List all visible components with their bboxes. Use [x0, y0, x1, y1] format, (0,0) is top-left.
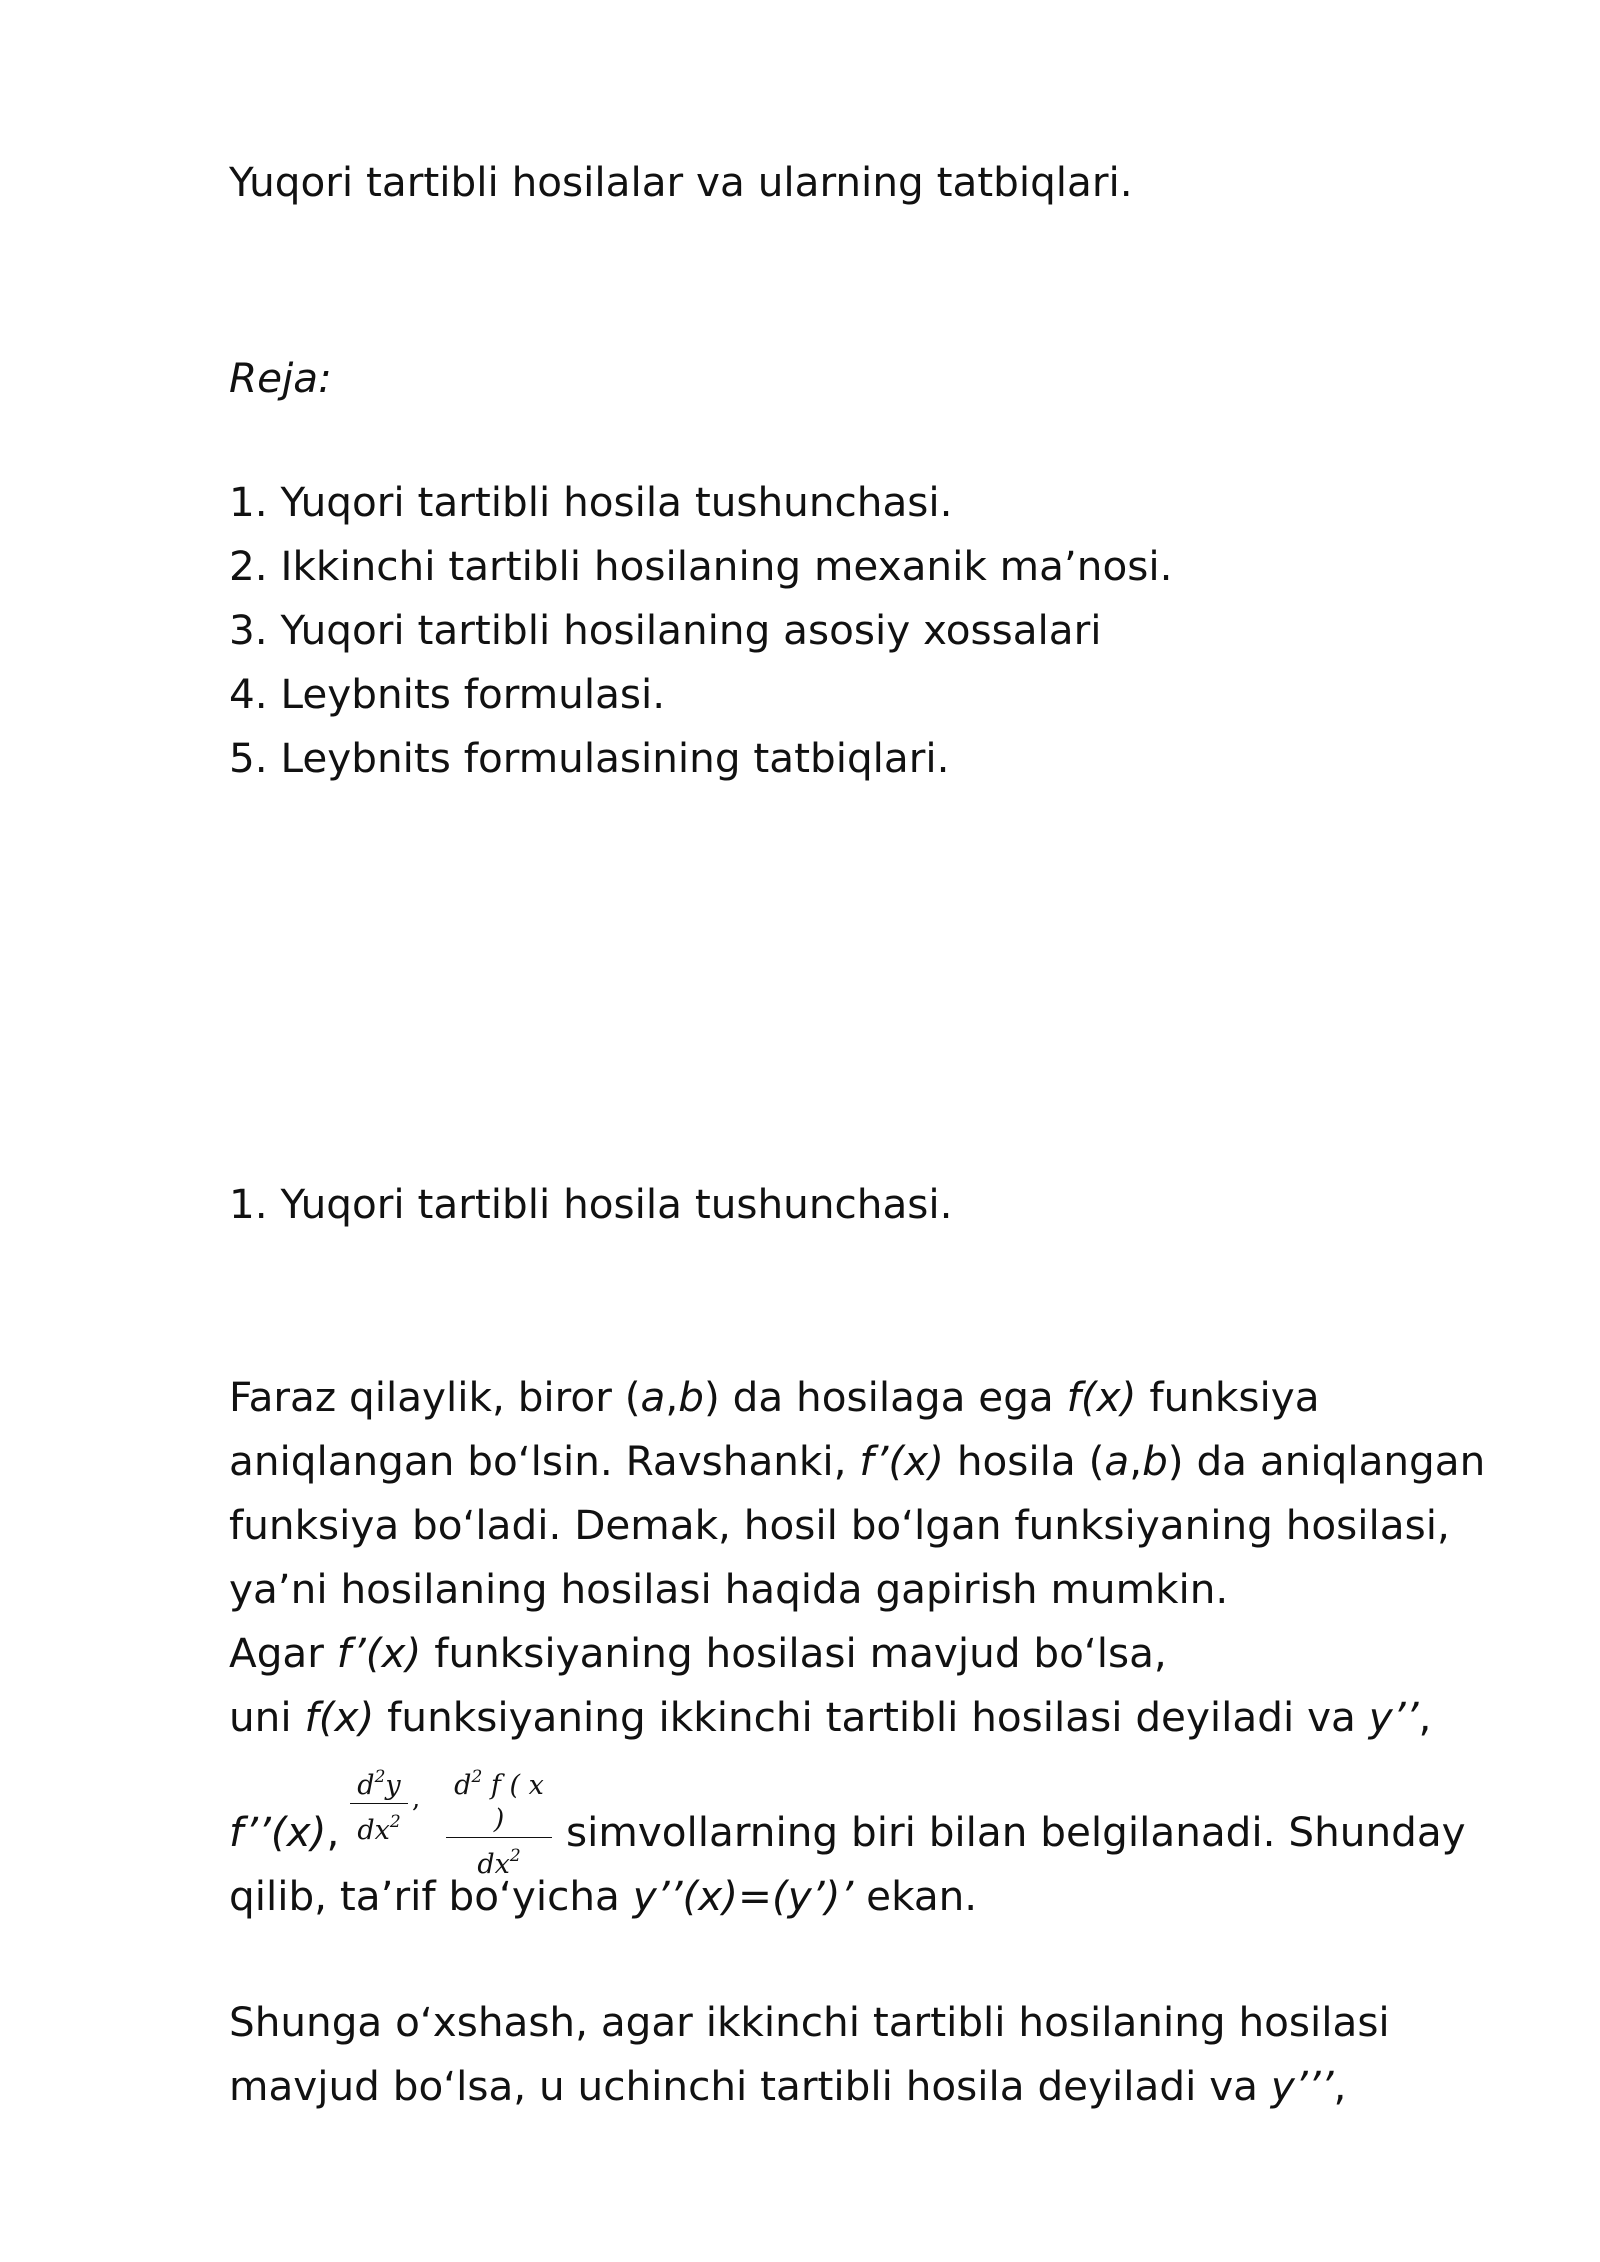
paragraph-line: qilib, ta’rif bo‘yicha y’’(x)=(y’)’ ekan. — [229, 1872, 978, 1920]
paragraph-line: uni f(x) funksiyaning ikkinchi tartibli hosilasi deyiladi va y’’, — [229, 1693, 1432, 1741]
paragraph-line: aniqlangan bo‘lsin. Ravshanki, f’(x) hosila (a,b) da aniqlangan — [229, 1437, 1486, 1485]
formula-line-end: simvollarning biri bilan belgilanadi. Shunday — [566, 1808, 1466, 1856]
plan-item-3: 3. Yuqori tartibli hosilaning asosiy xossalari — [229, 606, 1102, 654]
fraction-numerator: $d^2y$ — [357, 1767, 401, 1801]
paragraph-line: mavjud bo‘lsa, u uchinchi tartibli hosila deyiladi va y’’’, — [229, 2062, 1347, 2110]
formula-line-start: f’’(x), — [229, 1808, 340, 1856]
fraction-separator: , — [412, 1784, 421, 1814]
fraction-d2y-dx2 — [350, 1762, 408, 1851]
fraction-denominator: $dx^2$ — [357, 1812, 401, 1846]
paragraph-line: Agar f’(x) funksiyaning hosilasi mavjud bo‘lsa, — [229, 1629, 1167, 1677]
fraction-numerator: $d^2$ f ( x ) — [454, 1767, 544, 1835]
paragraph-third-derivative — [229, 1990, 1390, 2118]
paragraph-definition — [229, 1365, 1485, 1749]
paragraph-line: ya’ni hosilaning hosilasi haqida gapirish mumkin. — [229, 1565, 1229, 1613]
section-1-heading: 1. Yuqori tartibli hosila tushunchasi. — [229, 1180, 953, 1228]
plan-heading: Reja: — [229, 354, 332, 402]
paragraph-line: funksiya bo‘ladi. Demak, hosil bo‘lgan funksiyaning hosilasi, — [229, 1501, 1450, 1549]
plan-item-5: 5. Leybnits formulasining tatbiqlari. — [229, 734, 950, 782]
paragraph-line: Shunga o‘xshash, agar ikkinchi tartibli hosilaning hosilasi — [229, 1998, 1390, 2046]
plan-item-1: 1. Yuqori tartibli hosila tushunchasi. — [229, 478, 953, 526]
paragraph-line: Faraz qilaylik, biror (a,b) da hosilaga ega f(x) funksiya — [229, 1373, 1320, 1421]
document-title: Yuqori tartibli hosilalar va ularning tatbiqlari. — [229, 158, 1133, 206]
plan-item-4: 4. Leybnits formulasi. — [229, 670, 666, 718]
plan-list — [229, 470, 1172, 790]
fraction-denominator: $dx^2$ — [477, 1846, 521, 1880]
plan-item-2: 2. Ikkinchi tartibli hosilaning mexanik ma’nosi. — [229, 542, 1173, 590]
